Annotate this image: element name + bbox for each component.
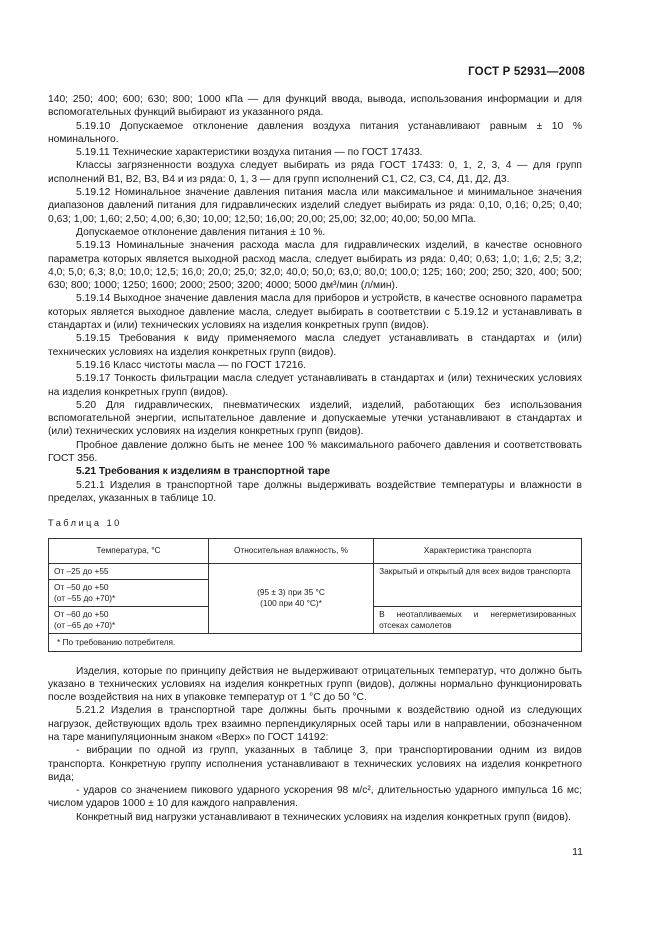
table-caption: Таблица 10 <box>48 518 122 529</box>
paragraph: Конкретный вид нагрузки устанавливают в технических условиях на изделия конкретных групп (видов). <box>76 811 571 823</box>
table-row <box>49 563 582 579</box>
section-heading: 5.21 Требования к изделиям в транспортной таре <box>76 466 331 478</box>
table-10 <box>48 538 582 652</box>
text-after-table <box>48 665 582 825</box>
table-footnote: * По требованию потребителя. <box>49 633 582 651</box>
paragraph: 5.19.10 Допускаемое отклонение давления воздуха питания устанавливают равным ± 10 % номинального. <box>48 120 582 145</box>
header-humidity: Относительная влажность, % <box>208 538 373 563</box>
paragraph: Классы загрязненности воздуха следует выбирать из ряда ГОСТ 17433: 0, 1, 2, 3, 4 — для групп исполнений В1, В2, В3, В4 и из ряда: 0, 1, 3 — для групп исполнений С1, С2, С3, С4, Д1, Д2, Д3. <box>48 160 582 185</box>
paragraph: 5.19.15 Требования к виду применяемого масла следует устанавливать в стандартах и (или) технических условиях на изделия конкретных групп (видов). <box>48 333 582 358</box>
table-header-row <box>49 538 582 563</box>
paragraph: 140; 250; 400; 600; 630; 800; 1000 кПа — для функций ввода, вывода, использования информации и для вспомогательных функций выбирают из указанного ряда. <box>48 94 582 119</box>
paragraph: 5.21.1 Изделия в транспортной таре должны выдерживать воздействие температуры и влажности в пределах, указанных в таблице 10. <box>48 479 582 504</box>
paragraph: Изделия, которые по принципу действия не выдерживают отрицательных температур, что должно быть указано в технических условиях на изделия конкретных групп (видов), должны нормально функционировать после воздействия на них в упаковке температур от 1 °С до 50 °С. <box>48 665 582 704</box>
paragraph: 5.19.17 Тонкость фильтрации масла следует устанавливать в стандартах и (или) технических условиях на изделия конкретных групп (видов). <box>48 373 582 398</box>
temperature-cell: От –50 до +50 (от –55 до +70)* <box>49 579 209 606</box>
transport-cell: В неотапливаемых и негерметизированных отсеках самолетов <box>374 606 582 633</box>
paragraph: Допускаемое отклонение давления питания ± 10 %. <box>76 226 326 238</box>
paragraph: 5.20 Для гидравлических, пневматических изделий, изделий, работающих без использования вспомогательной энергии, испытательное давление и допускаемые утечки устанавливают в стандартах и (или) технических условиях на изделия конкретных групп (видов). <box>48 399 582 438</box>
list-item: - ударов со значением пикового ударного ускорения 98 м/с², длительностью ударного импульса 16 мс; числом ударов 1000 ± 10 для каждого направления. <box>48 785 582 810</box>
paragraph: Пробное давление должно быть не менее 100 % максимального рабочего давления и соответствовать ГОСТ 356. <box>48 439 582 465</box>
transport-cell: Закрытый и открытый для всех видов транспорта <box>374 563 582 606</box>
header-temperature: Температура, °С <box>49 538 209 563</box>
list-item: - вибрации по одной из групп, указанных в таблице 3, при транспортировании одним из видов транспорта. Конкретную группу исполнения устанавливают в технических условиях на изделия конкретного вида; <box>48 745 582 783</box>
humidity-cell: (95 ± 3) при 35 °С (100 при 40 °С)* <box>208 563 373 633</box>
temperature-cell: От –60 до +50 (от –65 до +70)* <box>49 606 209 633</box>
paragraph: 5.21.2 Изделия в транспортной таре должны быть прочными к воздействию одной из следующих нагрузок, действующих вдоль трех взаимно перпендикулярных осей тары или в направлении, обозначенном на таре манипуляционным знаком «Верх» по ГОСТ 14192: <box>48 705 582 743</box>
paragraph: 5.19.11 Технические характеристики воздуха питания — по ГОСТ 17433. <box>76 147 423 159</box>
paragraph: 5.19.14 Выходное значение давления масла для приборов и устройств, в качестве основного параметра которых является выходное давление масла, следует выбирать в соответствии с 5.19.12 и устанавливать в стандартах и (или) технических условиях на изделия конкретных групп (видов). <box>48 293 582 332</box>
table-footnote-row <box>49 633 582 651</box>
header-transport: Характеристика транспорта <box>374 538 582 563</box>
paragraph: 5.19.16 Класс чистоты масла — по ГОСТ 17216. <box>76 359 307 371</box>
page-number: 11 <box>572 846 583 858</box>
document-header: ГОСТ Р 52931—2008 <box>468 66 585 78</box>
paragraph: 5.19.13 Номинальные значения расхода масла для гидравлических изделий, в качестве основного параметра которых является выходной расход масла, следует выбирать из ряда: 0,40; 0,63; 1,0; 1,6; 2,5; 3,2; 4,0; 5,0; 6,3; 8,0; 10,0; 12,5; 16,0; 20,0; 25,0; 32,0; 40,0; 50,0; 63,0; 80,0; 100,0; 125; 160; 200; 250; 320, 400; 500; 630; 800; 1000; 1250; 1600; 2000; 2500; 3200; 4000; 5000 дм³/мин (л/мин). <box>48 240 582 292</box>
temperature-cell: От –25 до +55 <box>49 563 209 579</box>
paragraph: 5.19.12 Номинальное значение давления питания масла или максимальное и минимальное значения диапазонов давлений питания для гидравлических изделий следует выбирать из ряда: 0,10, 0,16; 0,25; 0,40; 0,63; 1,00; 1,60; 2,50; 4,00; 6,30; 10,00; 12,50; 16,00; 20,00; 25,00; 32,00; 40,00; 50,00 МПа. <box>48 187 582 225</box>
page-body <box>48 93 582 824</box>
